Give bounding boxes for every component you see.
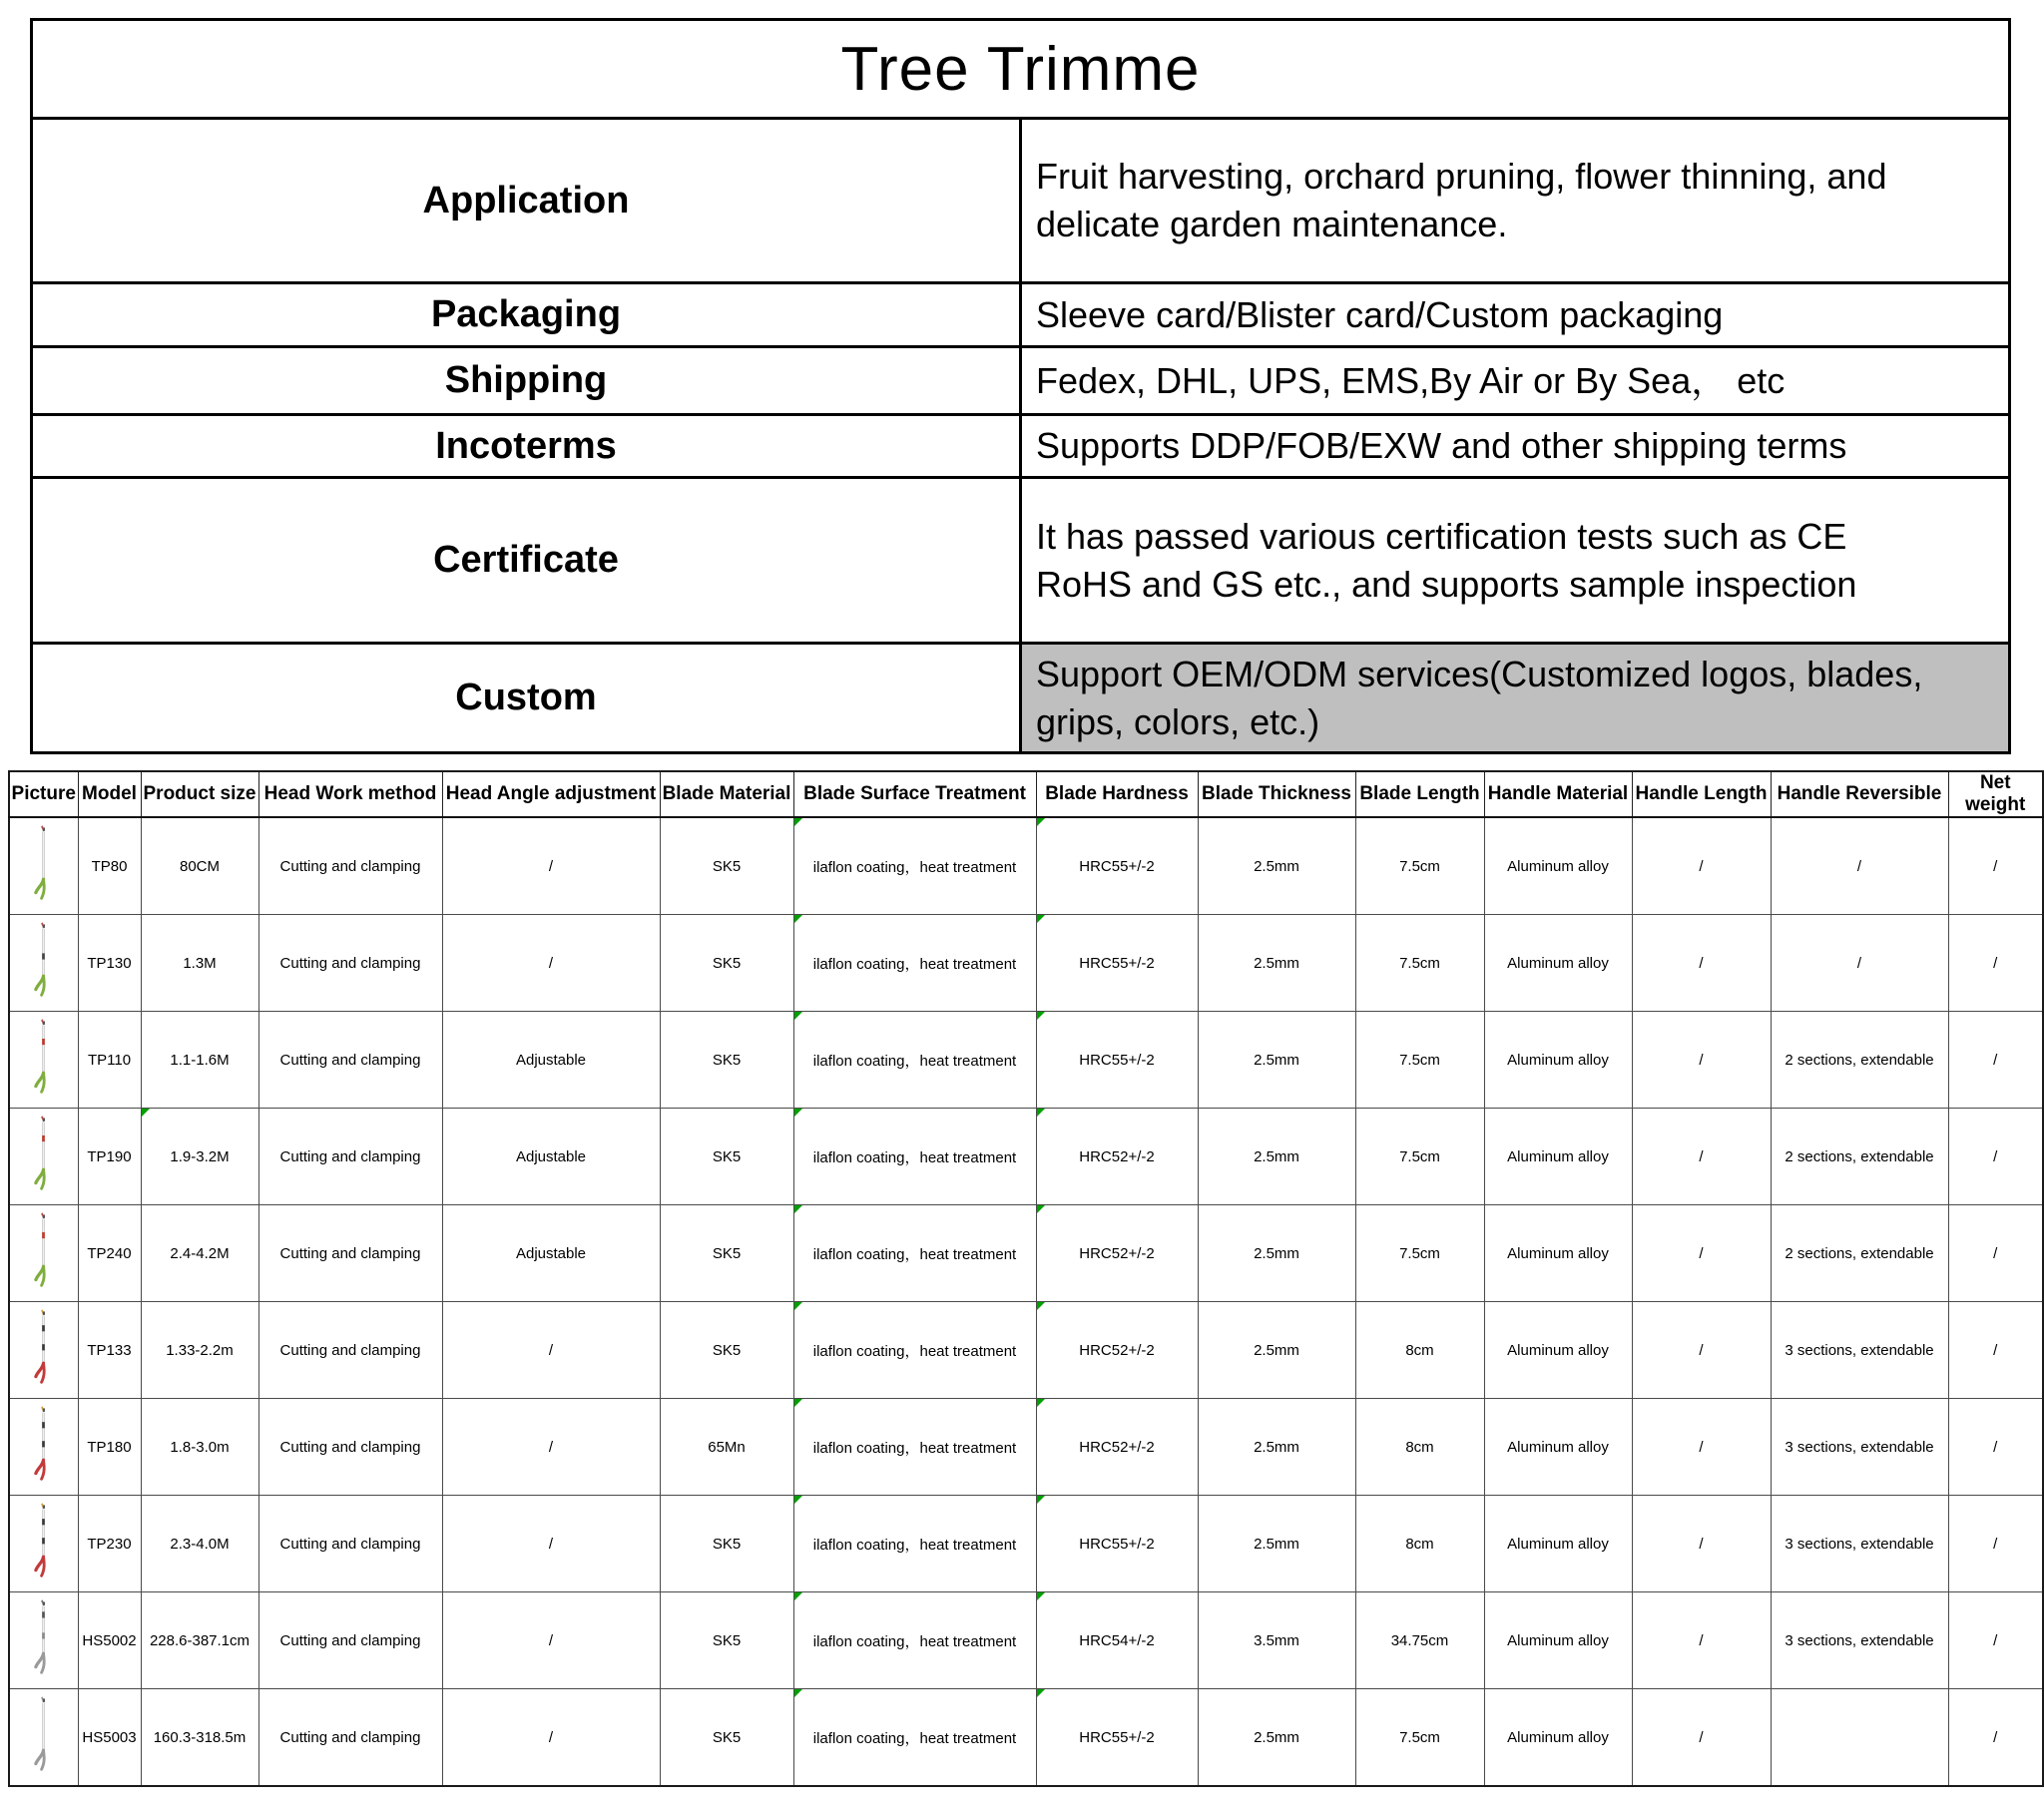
column-header-net_weight: Net weight <box>1948 771 2043 817</box>
cell-head_angle_adjustment: / <box>442 1592 660 1689</box>
cell-head_angle_adjustment: / <box>442 817 660 915</box>
comment-indicator-icon <box>1037 1205 1045 1213</box>
cell-blade_surface_treatment: ilaflon coating，heat treatment <box>793 915 1036 1012</box>
cell-handle_material: Aluminum alloy <box>1484 1012 1632 1109</box>
cell-blade_thickness: 2.5mm <box>1198 1302 1355 1399</box>
cell-head_work_method: Cutting and clamping <box>258 1399 442 1496</box>
cell-picture <box>9 1012 78 1109</box>
comment-indicator-icon <box>794 1592 802 1600</box>
cell-head_angle_adjustment: Adjustable <box>442 1205 660 1302</box>
spec-header-row <box>9 771 2043 817</box>
cell-head_angle_adjustment: Adjustable <box>442 1109 660 1205</box>
info-table <box>30 18 2011 754</box>
cell-blade_material: SK5 <box>660 1496 793 1592</box>
cell-handle_material: Aluminum alloy <box>1484 1399 1632 1496</box>
info-row-shipping <box>32 347 2010 415</box>
cell-blade_hardness: HRC54+/-2 <box>1036 1592 1198 1689</box>
cell-product_size: 1.3M <box>141 915 258 1012</box>
cell-blade_thickness: 2.5mm <box>1198 915 1355 1012</box>
info-value-packaging: Sleeve card/Blister card/Custom packaging <box>1021 283 2010 347</box>
info-value-incoterms: Supports DDP/FOB/EXW and other shipping terms <box>1021 415 2010 478</box>
cell-picture <box>9 1592 78 1689</box>
pole-pruner-icon <box>31 1211 56 1291</box>
cell-handle_length: / <box>1632 1109 1771 1205</box>
comment-indicator-icon <box>142 1109 150 1117</box>
cell-handle_length: / <box>1632 1592 1771 1689</box>
cell-handle_length: / <box>1632 817 1771 915</box>
page-title: Tree Trimme <box>32 20 2010 119</box>
cell-handle_material: Aluminum alloy <box>1484 1109 1632 1205</box>
column-header-blade_material: Blade Material <box>660 771 793 817</box>
info-value-shipping: Fedex, DHL, UPS, EMS,By Air or By Sea， etc <box>1021 347 2010 415</box>
info-row-certificate <box>32 478 2010 644</box>
info-value-application: Fruit harvesting, orchard pruning, flower thinning, and delicate garden maintenance. <box>1021 119 2010 283</box>
column-header-model: Model <box>78 771 141 817</box>
pole-pruner-icon <box>31 1502 56 1581</box>
cell-blade_hardness: HRC55+/-2 <box>1036 1689 1198 1787</box>
cell-handle_reversible: 3 sections, extendable <box>1771 1399 1948 1496</box>
cell-head_work_method: Cutting and clamping <box>258 1109 442 1205</box>
cell-blade_thickness: 2.5mm <box>1198 817 1355 915</box>
cell-model: TP230 <box>78 1496 141 1592</box>
cell-handle_length: / <box>1632 1205 1771 1302</box>
cell-model: TP110 <box>78 1012 141 1109</box>
cell-handle_reversible: 2 sections, extendable <box>1771 1012 1948 1109</box>
column-header-blade_length: Blade Length <box>1355 771 1484 817</box>
cell-blade_material: SK5 <box>660 915 793 1012</box>
cell-handle_material: Aluminum alloy <box>1484 1689 1632 1787</box>
cell-handle_length: / <box>1632 1496 1771 1592</box>
comment-indicator-icon <box>1037 1689 1045 1697</box>
cell-handle_material: Aluminum alloy <box>1484 1302 1632 1399</box>
info-label-incoterms: Incoterms <box>32 415 1021 478</box>
cell-handle_material: Aluminum alloy <box>1484 1205 1632 1302</box>
cell-blade_thickness: 2.5mm <box>1198 1399 1355 1496</box>
cell-picture <box>9 1399 78 1496</box>
cell-blade_material: SK5 <box>660 1012 793 1109</box>
cell-head_angle_adjustment: / <box>442 1689 660 1787</box>
info-row-incoterms <box>32 415 2010 478</box>
cell-model: TP80 <box>78 817 141 915</box>
cell-blade_length: 7.5cm <box>1355 1109 1484 1205</box>
comment-indicator-icon <box>1037 1399 1045 1407</box>
cell-handle_reversible: 2 sections, extendable <box>1771 1205 1948 1302</box>
cell-net_weight: / <box>1948 817 2043 915</box>
cell-blade_surface_treatment: ilaflon coating，heat treatment <box>793 1205 1036 1302</box>
cell-product_size: 1.1-1.6M <box>141 1012 258 1109</box>
cell-blade_material: 65Mn <box>660 1399 793 1496</box>
table-row <box>9 1302 2043 1399</box>
cell-blade_surface_treatment: ilaflon coating，heat treatment <box>793 1109 1036 1205</box>
cell-blade_length: 8cm <box>1355 1496 1484 1592</box>
column-header-blade_surface_treatment: Blade Surface Treatment <box>793 771 1036 817</box>
cell-blade_surface_treatment: ilaflon coating，heat treatment <box>793 1302 1036 1399</box>
cell-blade_length: 7.5cm <box>1355 1689 1484 1787</box>
pole-pruner-icon <box>31 1018 56 1098</box>
cell-blade_surface_treatment: ilaflon coating，heat treatment <box>793 1399 1036 1496</box>
cell-blade_hardness: HRC52+/-2 <box>1036 1109 1198 1205</box>
cell-blade_material: SK5 <box>660 1689 793 1787</box>
cell-blade_thickness: 2.5mm <box>1198 1205 1355 1302</box>
cell-picture <box>9 1302 78 1399</box>
cell-model: TP133 <box>78 1302 141 1399</box>
info-label-application: Application <box>32 119 1021 283</box>
cell-model: HS5003 <box>78 1689 141 1787</box>
table-row <box>9 817 2043 915</box>
cell-blade_hardness: HRC55+/-2 <box>1036 817 1198 915</box>
cell-handle_length: / <box>1632 1399 1771 1496</box>
cell-head_angle_adjustment: / <box>442 1302 660 1399</box>
cell-blade_material: SK5 <box>660 1109 793 1205</box>
cell-picture <box>9 1109 78 1205</box>
column-header-head_work_method: Head Work method <box>258 771 442 817</box>
cell-head_work_method: Cutting and clamping <box>258 1205 442 1302</box>
column-header-handle_length: Handle Length <box>1632 771 1771 817</box>
table-row <box>9 1496 2043 1592</box>
info-row-packaging <box>32 283 2010 347</box>
cell-blade_length: 8cm <box>1355 1399 1484 1496</box>
pole-pruner-icon <box>31 824 56 904</box>
cell-handle_reversible: 2 sections, extendable <box>1771 1109 1948 1205</box>
cell-blade_hardness: HRC55+/-2 <box>1036 1496 1198 1592</box>
comment-indicator-icon <box>794 1496 802 1504</box>
cell-net_weight: / <box>1948 915 2043 1012</box>
cell-handle_length: / <box>1632 1012 1771 1109</box>
cell-handle_reversible: 3 sections, extendable <box>1771 1302 1948 1399</box>
cell-picture <box>9 817 78 915</box>
cell-blade_material: SK5 <box>660 1205 793 1302</box>
cell-picture <box>9 1689 78 1787</box>
pole-pruner-icon <box>31 921 56 1001</box>
cell-model: TP240 <box>78 1205 141 1302</box>
table-row <box>9 1592 2043 1689</box>
cell-head_work_method: Cutting and clamping <box>258 1592 442 1689</box>
comment-indicator-icon <box>1037 915 1045 923</box>
cell-model: HS5002 <box>78 1592 141 1689</box>
cell-blade_length: 8cm <box>1355 1302 1484 1399</box>
cell-blade_thickness: 2.5mm <box>1198 1109 1355 1205</box>
cell-blade_length: 7.5cm <box>1355 817 1484 915</box>
cell-blade_surface_treatment: ilaflon coating，heat treatment <box>793 1012 1036 1109</box>
cell-product_size: 1.8-3.0m <box>141 1399 258 1496</box>
comment-indicator-icon <box>794 818 802 826</box>
table-row <box>9 1399 2043 1496</box>
cell-head_angle_adjustment: / <box>442 1399 660 1496</box>
cell-product_size: 1.9-3.2M <box>141 1109 258 1205</box>
cell-head_work_method: Cutting and clamping <box>258 1689 442 1787</box>
cell-head_work_method: Cutting and clamping <box>258 1012 442 1109</box>
cell-blade_thickness: 2.5mm <box>1198 1689 1355 1787</box>
cell-blade_length: 7.5cm <box>1355 1205 1484 1302</box>
cell-head_angle_adjustment: Adjustable <box>442 1012 660 1109</box>
comment-indicator-icon <box>1037 818 1045 826</box>
cell-handle_material: Aluminum alloy <box>1484 817 1632 915</box>
info-label-certificate: Certificate <box>32 478 1021 644</box>
cell-product_size: 80CM <box>141 817 258 915</box>
info-row-custom <box>32 644 2010 753</box>
cell-picture <box>9 1496 78 1592</box>
table-row <box>9 1109 2043 1205</box>
cell-blade_surface_treatment: ilaflon coating，heat treatment <box>793 1592 1036 1689</box>
cell-blade_hardness: HRC52+/-2 <box>1036 1399 1198 1496</box>
cell-model: TP130 <box>78 915 141 1012</box>
pole-pruner-icon <box>31 1308 56 1388</box>
comment-indicator-icon <box>794 1012 802 1020</box>
cell-net_weight: / <box>1948 1399 2043 1496</box>
cell-model: TP180 <box>78 1399 141 1496</box>
info-row-application <box>32 119 2010 283</box>
comment-indicator-icon <box>794 915 802 923</box>
comment-indicator-icon <box>794 1689 802 1697</box>
cell-blade_length: 7.5cm <box>1355 915 1484 1012</box>
cell-handle_length: / <box>1632 915 1771 1012</box>
comment-indicator-icon <box>1037 1012 1045 1020</box>
cell-product_size: 1.33-2.2m <box>141 1302 258 1399</box>
cell-handle_reversible: / <box>1771 817 1948 915</box>
column-header-handle_reversible: Handle Reversible <box>1771 771 1948 817</box>
cell-product_size: 2.4-4.2M <box>141 1205 258 1302</box>
table-row <box>9 1012 2043 1109</box>
cell-blade_thickness: 2.5mm <box>1198 1496 1355 1592</box>
comment-indicator-icon <box>794 1205 802 1213</box>
column-header-product_size: Product size <box>141 771 258 817</box>
cell-handle_reversible <box>1771 1689 1948 1787</box>
cell-net_weight: / <box>1948 1109 2043 1205</box>
cell-blade_thickness: 3.5mm <box>1198 1592 1355 1689</box>
cell-head_angle_adjustment: / <box>442 915 660 1012</box>
info-label-custom: Custom <box>32 644 1021 753</box>
column-header-picture: Picture <box>9 771 78 817</box>
cell-handle_material: Aluminum alloy <box>1484 915 1632 1012</box>
cell-head_work_method: Cutting and clamping <box>258 915 442 1012</box>
cell-head_angle_adjustment: / <box>442 1496 660 1592</box>
cell-net_weight: / <box>1948 1592 2043 1689</box>
comment-indicator-icon <box>1037 1496 1045 1504</box>
cell-product_size: 160.3-318.5m <box>141 1689 258 1787</box>
info-value-certificate: It has passed various certification tests such as CE RoHS and GS etc., and supports sample inspection <box>1021 478 2010 644</box>
cell-head_work_method: Cutting and clamping <box>258 1496 442 1592</box>
cell-handle_length: / <box>1632 1302 1771 1399</box>
cell-net_weight: / <box>1948 1012 2043 1109</box>
cell-net_weight: / <box>1948 1302 2043 1399</box>
cell-blade_hardness: HRC52+/-2 <box>1036 1205 1198 1302</box>
cell-blade_surface_treatment: ilaflon coating，heat treatment <box>793 817 1036 915</box>
cell-blade_surface_treatment: ilaflon coating，heat treatment <box>793 1496 1036 1592</box>
cell-head_work_method: Cutting and clamping <box>258 817 442 915</box>
cell-model: TP190 <box>78 1109 141 1205</box>
cell-net_weight: / <box>1948 1496 2043 1592</box>
cell-blade_surface_treatment: ilaflon coating，heat treatment <box>793 1689 1036 1787</box>
cell-head_work_method: Cutting and clamping <box>258 1302 442 1399</box>
cell-product_size: 228.6-387.1cm <box>141 1592 258 1689</box>
cell-product_size: 2.3-4.0M <box>141 1496 258 1592</box>
cell-blade_material: SK5 <box>660 1302 793 1399</box>
cell-handle_material: Aluminum alloy <box>1484 1496 1632 1592</box>
cell-picture <box>9 915 78 1012</box>
pole-pruner-icon <box>31 1695 56 1775</box>
cell-blade_material: SK5 <box>660 817 793 915</box>
table-row <box>9 1205 2043 1302</box>
column-header-blade_hardness: Blade Hardness <box>1036 771 1198 817</box>
table-row <box>9 915 2043 1012</box>
cell-net_weight: / <box>1948 1205 2043 1302</box>
pole-pruner-icon <box>31 1405 56 1485</box>
cell-blade_length: 34.75cm <box>1355 1592 1484 1689</box>
cell-blade_length: 7.5cm <box>1355 1012 1484 1109</box>
cell-handle_reversible: 3 sections, extendable <box>1771 1496 1948 1592</box>
comment-indicator-icon <box>794 1109 802 1117</box>
column-header-blade_thickness: Blade Thickness <box>1198 771 1355 817</box>
spec-table <box>8 770 2044 1787</box>
column-header-head_angle_adjustment: Head Angle adjustment <box>442 771 660 817</box>
pole-pruner-icon <box>31 1115 56 1194</box>
cell-blade_hardness: HRC55+/-2 <box>1036 1012 1198 1109</box>
info-title-row <box>32 20 2010 119</box>
table-row <box>9 1689 2043 1787</box>
info-label-shipping: Shipping <box>32 347 1021 415</box>
comment-indicator-icon <box>794 1302 802 1310</box>
cell-handle_reversible: / <box>1771 915 1948 1012</box>
cell-picture <box>9 1205 78 1302</box>
column-header-handle_material: Handle Material <box>1484 771 1632 817</box>
comment-indicator-icon <box>794 1399 802 1407</box>
cell-handle_reversible: 3 sections, extendable <box>1771 1592 1948 1689</box>
cell-blade_thickness: 2.5mm <box>1198 1012 1355 1109</box>
cell-handle_length: / <box>1632 1689 1771 1787</box>
comment-indicator-icon <box>1037 1302 1045 1310</box>
cell-net_weight: / <box>1948 1689 2043 1787</box>
info-value-custom: Support OEM/ODM services(Customized logos, blades, grips, colors, etc.) <box>1021 644 2010 753</box>
cell-handle_material: Aluminum alloy <box>1484 1592 1632 1689</box>
cell-blade_hardness: HRC52+/-2 <box>1036 1302 1198 1399</box>
info-label-packaging: Packaging <box>32 283 1021 347</box>
cell-blade_material: SK5 <box>660 1592 793 1689</box>
cell-blade_hardness: HRC55+/-2 <box>1036 915 1198 1012</box>
pole-pruner-icon <box>31 1598 56 1678</box>
comment-indicator-icon <box>1037 1109 1045 1117</box>
comment-indicator-icon <box>1037 1592 1045 1600</box>
